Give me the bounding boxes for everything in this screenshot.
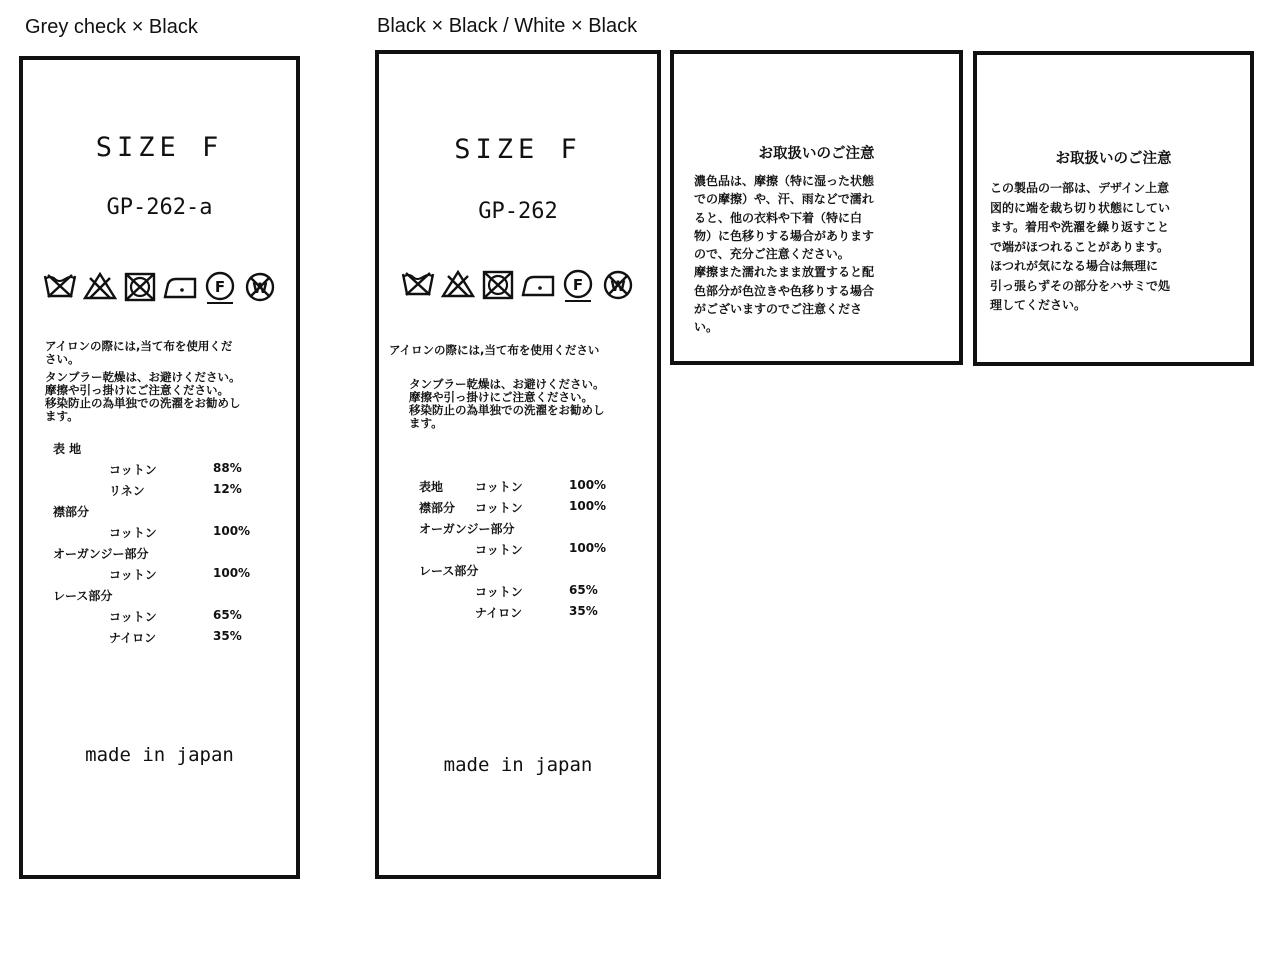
composition-part: レース部分 — [53, 589, 113, 603]
composition-row — [53, 461, 283, 482]
no-tumble-dry-icon — [480, 268, 516, 304]
composition-material: リネン — [109, 484, 145, 498]
composition-material: コットン — [109, 610, 157, 624]
composition-pct: 65% — [213, 608, 242, 622]
care-line: で端がほつれることがあります。 — [990, 239, 1170, 254]
caption-black: Black × Black / White × Black — [377, 15, 638, 37]
iron-low-icon — [520, 268, 556, 304]
composition-row — [53, 440, 283, 461]
note-line: タンブラー乾燥は、お避けください。 — [409, 377, 605, 391]
composition-row — [53, 482, 283, 503]
composition-material: ナイロン — [475, 606, 523, 620]
composition-row — [53, 587, 283, 608]
note-line: 移染防止の為単独での洗濯をお勧めし — [409, 403, 605, 417]
care-line: い。 — [694, 320, 719, 335]
no-wet-clean-icon — [600, 268, 636, 304]
composition-material: コットン — [109, 526, 157, 540]
composition-row — [419, 583, 649, 604]
care-line: 引っ張らずその部分をハサミで処 — [990, 278, 1171, 293]
caption-grey-check: Grey check × Black — [25, 16, 198, 38]
composition-pct: 100% — [569, 499, 607, 513]
care-text — [990, 179, 1170, 316]
composition-part: オーガンジー部分 — [419, 522, 515, 536]
note-line: 摩擦や引っ掛けにご注意ください。 — [45, 383, 229, 397]
care-line: ます。着用や洗濯を繰り返すこと — [990, 220, 1170, 234]
composition-material: コットン — [475, 480, 523, 494]
care-symbols-row — [379, 268, 657, 304]
iron-low-icon — [162, 270, 198, 306]
svg-text:F: F — [214, 278, 225, 296]
composition-row — [53, 629, 283, 650]
care-text — [694, 172, 874, 337]
care-line: 色部分が色泣きや色移りする場合 — [694, 283, 875, 298]
care-title: お取扱いのご注意 — [758, 146, 875, 162]
composition-material: コットン — [109, 568, 157, 582]
care-line: 図的に端を裁ち切り状態にしてい — [990, 200, 1171, 215]
composition-row — [53, 545, 283, 566]
care-line: ので、充分ご注意ください。 — [694, 247, 850, 262]
composition-row — [53, 503, 283, 524]
model-number: GP-262-a — [106, 195, 213, 220]
note-line: 摩擦や引っ掛けにご注意ください。 — [409, 390, 593, 404]
composition-pct: 100% — [569, 478, 607, 492]
composition-material: コットン — [475, 585, 523, 599]
composition-list — [419, 478, 649, 625]
care-line: 摩擦また濡れたまま放置すると配 — [694, 265, 875, 280]
composition-row — [53, 566, 283, 587]
no-wash-icon — [42, 270, 78, 306]
care-symbols-row — [23, 270, 296, 306]
svg-text:W: W — [610, 279, 626, 295]
care-label-dark-colors — [670, 50, 963, 365]
care-title: お取扱いのご注意 — [1055, 151, 1172, 167]
note-line: さい。 — [45, 352, 80, 366]
composition-pct: 88% — [213, 461, 242, 475]
composition-row — [419, 499, 649, 520]
care-line: この製品の一部は、デザイン上意 — [990, 181, 1170, 195]
no-bleach-icon — [440, 268, 476, 304]
composition-material: コットン — [475, 543, 523, 557]
care-notes — [409, 378, 605, 430]
care-line: 濃色品は、摩擦（特に湿った状態 — [694, 174, 875, 188]
care-line: ほつれが気になる場合は無理に — [990, 259, 1159, 273]
composition-part: 襟部分 — [53, 505, 90, 519]
note-line: ます。 — [409, 416, 443, 430]
care-label-raw-edges — [973, 51, 1254, 366]
no-tumble-dry-icon — [122, 270, 158, 306]
composition-row — [419, 541, 649, 562]
label-tag-grey-check — [19, 56, 300, 879]
composition-pct: 100% — [213, 566, 251, 580]
composition-row — [53, 608, 283, 629]
no-bleach-icon — [82, 270, 118, 306]
composition-pct: 100% — [213, 524, 251, 538]
care-line: 理してください。 — [990, 298, 1087, 312]
no-wash-icon — [400, 268, 436, 304]
dry-clean-f-icon — [560, 268, 596, 304]
iron-note — [389, 344, 599, 357]
composition-pct: 12% — [213, 482, 242, 496]
composition-material: コットン — [109, 463, 157, 477]
svg-text:W: W — [251, 281, 268, 297]
composition-pct: 65% — [569, 583, 598, 597]
care-line: 物）に色移りする場合があります — [694, 228, 875, 243]
care-notes — [45, 340, 241, 423]
composition-list — [53, 440, 283, 650]
composition-part: 表地 — [419, 480, 444, 494]
composition-row — [53, 524, 283, 545]
composition-row — [419, 478, 649, 499]
svg-text:F: F — [572, 276, 584, 294]
dry-clean-f-icon — [202, 270, 238, 306]
composition-part: レース部分 — [419, 564, 479, 578]
composition-material: コットン — [475, 501, 523, 515]
no-wet-clean-icon — [242, 270, 278, 306]
composition-row — [419, 562, 649, 583]
care-line: での摩擦）や、汗、雨などで濡れ — [694, 192, 874, 207]
care-line: ると、他の衣料や下着（特に白 — [694, 210, 863, 225]
note-line: アイロンの際には,当て布を使用くだ — [45, 339, 233, 353]
made-in-text: made in japan — [85, 744, 234, 766]
composition-part: 表 地 — [53, 442, 82, 456]
note-line: ます。 — [45, 409, 79, 423]
composition-part: 襟部分 — [419, 501, 456, 515]
note-line: 移染防止の為単独での洗濯をお勧めし — [45, 396, 241, 410]
composition-row — [419, 604, 649, 625]
note-line: タンブラー乾燥は、お避けください。 — [45, 370, 241, 384]
composition-part: オーガンジー部分 — [53, 547, 149, 561]
size-text: SIZE F — [454, 134, 582, 165]
composition-pct: 100% — [569, 541, 607, 555]
composition-material: ナイロン — [109, 631, 157, 645]
note-line: アイロンの際には,当て布を使用ください — [389, 343, 600, 357]
composition-pct: 35% — [569, 604, 598, 618]
care-line: がございますのでご注意くださ — [694, 302, 863, 317]
size-text: SIZE F — [95, 132, 224, 163]
composition-row — [419, 520, 649, 541]
model-number: GP-262 — [478, 199, 558, 224]
made-in-text: made in japan — [443, 754, 593, 776]
composition-pct: 35% — [213, 629, 242, 643]
label-tag-black — [375, 50, 661, 879]
